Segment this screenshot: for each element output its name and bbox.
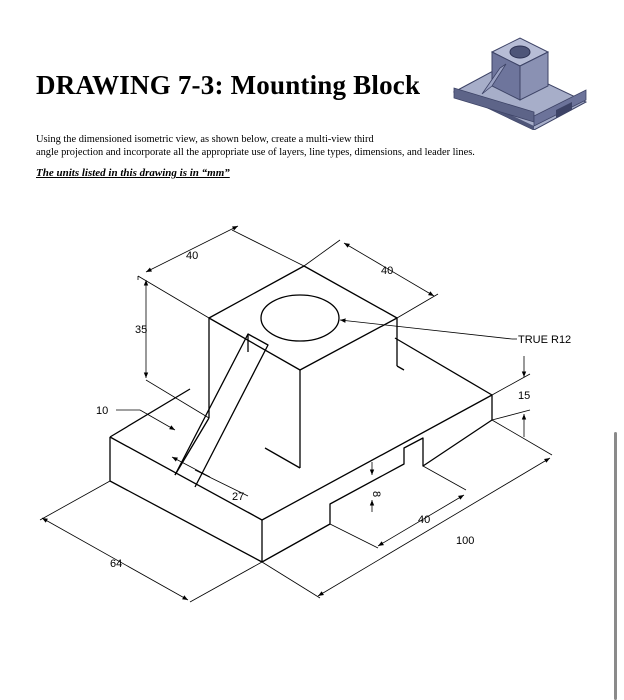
dim-boss-height: 35 [135, 324, 148, 336]
dim-slot-width: 40 [418, 514, 431, 526]
dim-top-depth: 40 [381, 265, 394, 277]
dim-base-thickness: 15 [518, 390, 531, 402]
vertical-scrollbar[interactable] [614, 432, 617, 700]
dim-slot-depth: 8 [370, 491, 382, 498]
units-note: The units listed in this drawing is in “mm” [36, 167, 230, 179]
dim-top-width: 40 [186, 250, 199, 262]
dim-base-depth: 64 [110, 558, 123, 570]
document-title: DRAWING 7-3: Mounting Block [36, 70, 421, 100]
base-front-top-edge [110, 437, 262, 520]
base-back-edge [395, 338, 492, 395]
dim-rib-length: 27 [232, 491, 245, 503]
dim-hole-callout: TRUE R12 [518, 334, 572, 346]
dim-rib-offset: 10 [96, 405, 109, 417]
dim-base-length: 100 [456, 535, 475, 547]
instructions-line-1: Using the dimensioned isometric view, as shown below, create a multi-view third [36, 134, 374, 145]
instructions-line-2: angle projection and incorporate all the appropriate use of layers, line types, dimensions, and leader lines. [36, 147, 475, 158]
base-top-edge [110, 389, 190, 437]
hole [261, 295, 339, 341]
rib [175, 334, 268, 487]
base-right-top-edge [262, 395, 492, 520]
